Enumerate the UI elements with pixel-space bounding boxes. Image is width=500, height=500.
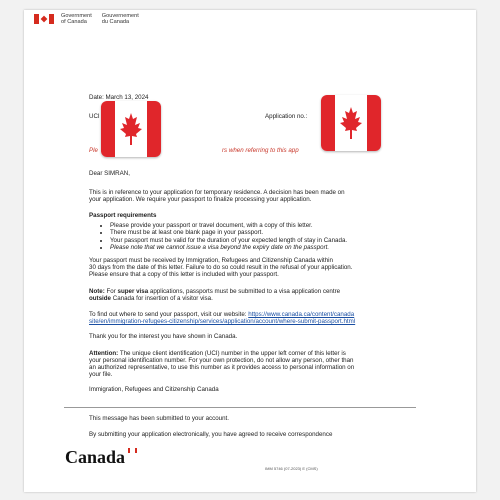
receive-line-3: Please ensure that a copy of this letter is included with your passport.: [89, 271, 279, 278]
form-code: IMM 5746 (07-2023) E (CMS): [265, 466, 318, 471]
signature-line: Immigration, Refugees and Citizenship Canada: [89, 386, 219, 393]
super-visa: super visa: [117, 288, 149, 295]
wordmark-flag-icon: [128, 448, 137, 453]
canada-flag-emoji-right: [321, 95, 381, 151]
receive-line-1: Your passport must be received by Immigration, Refugees and Citizenship Canada within: [89, 257, 333, 264]
note-text-c: applications, passports must be submitted to a visa application centre: [148, 288, 341, 295]
requirement-item: • Your passport must be valid for the duration of your expected length of stay in Canada.: [110, 237, 347, 244]
note-line-2: [89, 295, 213, 302]
reference-note-right: rs when referring to this app: [222, 147, 299, 154]
attention-line-4: your file.: [89, 371, 113, 378]
gov-fr-line2: du Canada: [101, 19, 130, 26]
note-text-a: For: [104, 288, 118, 295]
attention-line-3: an authorized representative, to use this number as it provides access to personal information on: [89, 364, 355, 371]
government-of-canada-signature: [34, 13, 139, 25]
canada-flag-icon: [34, 14, 54, 24]
salutation: Dear SIMRAN,: [89, 170, 130, 177]
find-text: To find out where to send your passport, visit our website:: [89, 311, 249, 318]
passport-link-part-2[interactable]: site/en/immigration-refugees-citizenship/services/application/account/where-submit-passport.html: [89, 318, 356, 325]
passport-requirements-list: [100, 222, 347, 252]
passport-link-part-1[interactable]: https://www.canada.ca/content/canada: [248, 311, 355, 318]
gov-en-line2: of Canada: [61, 19, 87, 26]
outside-bold: outside: [89, 295, 112, 302]
canada-wordmark: Canada: [65, 447, 126, 467]
thanks-line: Thank you for the interest you have shown in Canada.: [89, 333, 238, 340]
letter-date: Date: March 13, 2024: [89, 94, 149, 101]
submitted-line: This message has been submitted to your account.: [89, 415, 229, 422]
attention-line-2: your personal identification number. For your own protection, do not allow any person, other than: [89, 357, 354, 364]
attention-label: Attention:: [89, 350, 119, 357]
agreed-line: By submitting your application electronically, you have agreed to receive correspondence: [89, 431, 333, 438]
divider: [64, 407, 416, 408]
application-no-label: Application no.:: [265, 113, 308, 120]
receive-line-2: 30 days from the date of this letter. Failure to do so could result in the refusal of your application.: [89, 264, 353, 271]
gov-en-line1: Government: [61, 13, 92, 19]
requirement-item: • There must be at least one blank page in your passport.: [110, 229, 347, 236]
note-text-2b: Canada for insertion of a visitor visa.: [111, 295, 213, 302]
intro-line-1: This is in reference to your application for temporary residence. A decision has been made on: [89, 189, 345, 196]
canada-flag-emoji-left: [101, 101, 161, 157]
intro-line-2: your application. We require your passport to finalize processing your application.: [89, 196, 312, 203]
passport-requirements-heading: Passport requirements: [89, 212, 157, 219]
requirement-item: • Please note that we cannot issue a visa beyond the expiry date on the passport.: [110, 244, 347, 251]
note-label: Note:: [89, 288, 105, 295]
reference-note-left: Ple: [89, 147, 98, 154]
attention-text-1: The unique client identification (UCI) number in the upper left corner of this letter is: [118, 350, 346, 357]
requirement-item: • Please provide your passport or travel document, with a copy of this letter.: [110, 222, 347, 229]
gov-fr-line1: Gouvernement: [101, 13, 139, 19]
uci-label: UCI: [89, 113, 100, 120]
